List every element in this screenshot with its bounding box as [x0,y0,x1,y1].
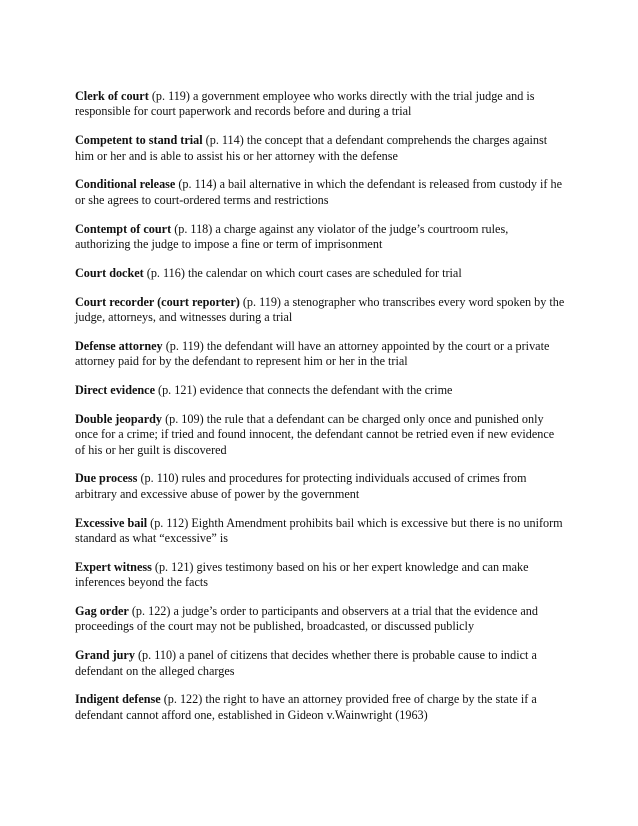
glossary-term: Grand jury [75,648,135,663]
glossary-entry-due-process [75,471,565,502]
glossary-page-ref: (p. 119) [148,89,190,103]
glossary-term: Direct evidence [75,383,155,398]
glossary-entry-double-jeopardy [75,412,565,458]
glossary-page-ref: (p. 118) [171,221,213,236]
glossary-page [75,89,565,737]
glossary-entry-direct-evidence [75,383,565,398]
glossary-page-ref: (p. 110) [137,471,179,486]
glossary-definition: the calendar on which court cases are scheduled for trial [184,265,462,280]
glossary-page-ref: (p. 121) [154,383,197,398]
glossary-term: Expert witness [75,559,152,574]
glossary-term: Conditional release [75,177,176,192]
glossary-page-ref: (p. 112) [147,515,189,530]
glossary-definition: rules and procedures for protecting individuals accused of crimes from arbitrary and excessive abuse of power by the government [75,471,527,501]
glossary-definition: a bail alternative in which the defendant is released from custody if he or she agrees to court-ordered terms and restrictions [75,177,563,207]
glossary-entry-grand-jury [75,648,565,679]
glossary-term: Court docket [75,265,144,280]
glossary-page-ref: (p. 114) [202,133,244,148]
glossary-term: Competent to stand trial [75,133,203,148]
glossary-entry-court-recorder [75,295,565,326]
glossary-page-ref: (p. 114) [175,177,217,192]
glossary-page-ref: (p. 110) [134,648,177,663]
glossary-definition: the right to have an attorney provided free of charge by the state if a defendant cannot afford one, established in Gideon v.Wainwright (1963) [75,692,537,722]
glossary-page-ref: (p. 116) [143,265,185,280]
glossary-definition: gives testimony based on his or her expert knowledge and can make inferences beyond the facts [75,559,529,590]
glossary-page-ref: (p. 122) [128,604,171,619]
glossary-entry-competent-to-stand-trial [75,133,565,164]
glossary-page-ref: (p. 119) [239,294,281,309]
glossary-definition: a charge against any violator of the judge’s courtroom rules, authorizing the judge to impose a fine or term of imprisonment [75,221,509,252]
glossary-entry-excessive-bail [75,516,565,547]
glossary-term: Contempt of court [75,221,172,236]
glossary-definition: the rule that a defendant can be charged only once and punished only once for a crime; if tried and found innocent, the defendant cannot be retried even if new evidence of his or her guilt is discovered [75,411,555,457]
glossary-definition: a stenographer who transcribes every word spoken by the judge, attorneys, and witnesses during a trial [75,294,565,325]
glossary-definition: the defendant will have an attorney appointed by the court or a private attorney paid for by the defendant to represent him or her in the trial [75,338,550,369]
glossary-page-ref: (p. 119) [162,338,204,353]
glossary-definition: a panel of citizens that decides whether there is probable cause to indict a defendant on the alleged charges [75,648,537,678]
glossary-term: Clerk of court [75,89,149,103]
glossary-term: Gag order [75,604,129,619]
glossary-page-ref: (p. 122) [160,692,203,707]
glossary-term: Court recorder (court reporter) [75,294,240,309]
glossary-term: Due process [75,471,138,486]
glossary-entry-court-docket [75,266,565,281]
glossary-definition: evidence that connects the defendant with the crime [196,383,453,398]
glossary-entry-contempt-of-court [75,222,565,253]
glossary-page-ref: (p. 109) [162,411,204,426]
glossary-term: Indigent defense [75,692,161,707]
glossary-definition: a government employee who works directly with the trial judge and is responsible for court paperwork and records before and during a trial [75,89,535,119]
glossary-definition: a judge’s order to participants and observers at a trial that the evidence and proceedings of the court may not be published, broadcasted, or discussed publicly [75,604,538,634]
glossary-entry-clerk-of-court [75,89,565,120]
glossary-entry-conditional-release [75,177,565,208]
glossary-page-ref: (p. 121) [151,559,194,574]
glossary-term: Double jeopardy [75,411,163,426]
glossary-entry-gag-order [75,604,565,635]
glossary-entry-defense-attorney [75,339,565,370]
glossary-entry-indigent-defense [75,692,565,723]
glossary-definition: Eighth Amendment prohibits bail which is excessive but there is no uniform standard as what “excessive” is [75,515,563,546]
glossary-definition: the concept that a defendant comprehends the charges against him or her and is able to assist his or her attorney with the defense [75,133,548,163]
glossary-term: Defense attorney [75,338,163,353]
glossary-term: Excessive bail [75,515,148,530]
glossary-entry-expert-witness [75,560,565,591]
